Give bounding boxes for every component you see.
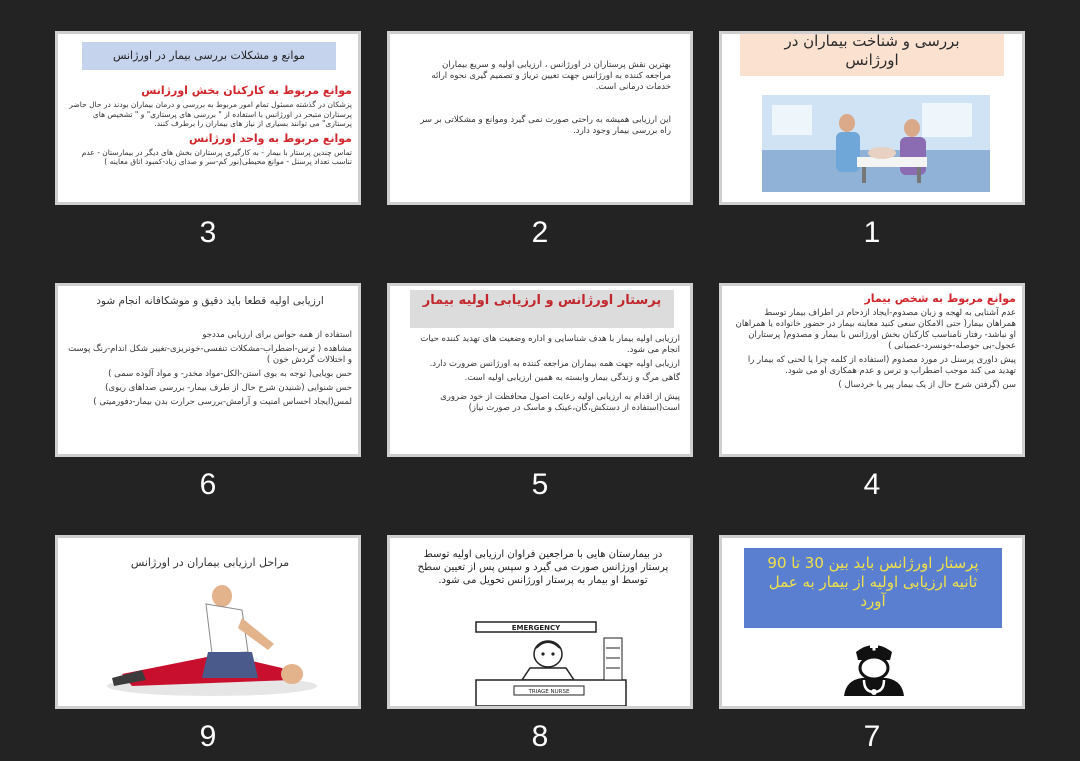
slide-5-title-box — [410, 290, 674, 328]
slide-thumbnail-8[interactable] — [387, 535, 693, 709]
slide-5-bullet-3: گاهی مرگ و زندگی بیمار وابسته به همین ارزیابی اولیه است. — [464, 373, 680, 383]
slide-6-bullet-3: حس بویایی( توجه به بوی استن-الکل-مواد مخدر- و مواد آلوده سمی ) — [108, 369, 352, 379]
slide-3-paragraph-1: پزشکان در گذشته مسئول تمام امور مربوط به بررسی و درمان بیماران بودند در حال حاضر پرستاران متبحر در اورژانس با استفاده از " بررسی های پرستاری" و " تشخیص های پرستاری" می توانند بسیاری از نیاز های بیماران را برطرف کنند. — [69, 100, 352, 128]
slide-thumbnail-7[interactable] — [719, 535, 1025, 709]
slide-number-7: 7 — [863, 720, 881, 753]
slide-thumbnail-2[interactable] — [387, 31, 693, 205]
slide-4-paragraph-3: سن (گرفتن شرح حال از یک بیمار پیر یا خردسال ) — [838, 380, 1016, 390]
slide-6-bullet-4: حس شنوایی (شنیدن شرح حال از طرف بیمار- بررسی صداهای ریوی) — [105, 383, 352, 393]
hospital-corridor-photo — [762, 95, 990, 192]
slide-number-5: 5 — [531, 468, 549, 501]
slide-7-title: پرستار اورژانس باید بین 30 تا 90 ثانیه ارزیابی اولیه از بیمار به عمل آورد — [767, 554, 979, 610]
slide-5-title: پرستار اورژانس و ارزیابی اولیه بیمار — [422, 293, 662, 308]
slide-3-paragraph-2: تماس چندین پرستار با بیمار - به کارگیری پرستاران بخش های دیگر در بیمارستان - عدم تناسب تعداد پرسنل - موانع محیطی(نور کم-سر و صدای زیاد-کمبود اتاق معاینه ) — [81, 147, 352, 166]
slide-3-heading-1: موانع مربوط به کارکنان بخش اورژانس — [141, 84, 352, 97]
slide-7-title-box — [744, 548, 1002, 628]
slide-6-bullet-1: استفاده از همه حواس برای ارزیابی مددجو — [202, 330, 352, 340]
triage-nurse-cartoon — [456, 618, 644, 708]
slide-1-title-box — [740, 31, 1004, 76]
slide-6-title: ارزیابی اولیه قطعا باید دقیق و موشکافانه انجام شود — [96, 295, 324, 307]
slide-thumbnail-4[interactable] — [719, 283, 1025, 457]
slide-5-bullet-1: ارزیابی اولیه بیمار با هدف شناسایی و اداره وضعیت های تهدید کننده حیات انجام می شود. — [420, 334, 680, 355]
slide-5-bullet-2: ارزیابی اولیه جهت همه بیماران مراجعه کننده به اورژانس ضرورت دارد. — [429, 359, 680, 369]
slide-2-paragraph-1: بهترین نقش پرستاران در اورژانس ، ارزیابی اولیه و سریع بیماران مراجعه کننده به اورژانس جهت تعیین تریاژ و تصمیم گیری نحوه ارائه خدمات درمانی است. — [431, 60, 671, 92]
slide-thumbnail-9[interactable] — [55, 535, 361, 709]
slide-4-heading: موانع مربوط به شخص بیمار — [864, 292, 1016, 305]
slide-thumbnail-3[interactable] — [55, 31, 361, 205]
slide-number-3: 3 — [199, 216, 217, 249]
slide-number-4: 4 — [863, 468, 881, 501]
slide-4-paragraph-1: عدم آشنایی به لهجه و زبان مصدوم-ایجاد ازدحام در اطراف بیمار توسط همراهان بیمار( حتی الامکان سعی کنید معاینه بیمار در حضور خانواده یا همراهان او نباشد- رفتار نامناسب کارکنان بخش اورژانس با بیمار و مصدوم( پرستاران عجول-بی حوصله-خونسرد-عصبانی ) — [735, 308, 1016, 351]
slide-number-8: 8 — [531, 720, 549, 753]
cpr-illustration — [102, 582, 322, 702]
slide-2-paragraph-2: این ارزیابی همیشه به راحتی صورت نمی گیرد وموانع و مشکلاتی بر سر راه بررسی بیمار وجود دارد. — [420, 115, 671, 136]
slide-number-1: 1 — [863, 216, 881, 249]
slide-number-6: 6 — [199, 468, 217, 501]
nurse-icon — [834, 638, 914, 698]
slide-9-title: مراحل ارزیابی بیماران در اورژانس — [130, 556, 290, 569]
slide-3-title: موانع و مشکلات بررسی بیمار در اورژانس — [112, 49, 306, 62]
slide-3-title-box — [82, 42, 336, 70]
slide-4-paragraph-2: پیش داوری پرسنل در مورد مصدوم (استفاده از کلمه چرا یا لحنی که بیمار را تهدید می کند موجب اضطراب و ترس و عدم همکاری او می شود. — [747, 355, 1016, 376]
triage-desk-sign: TRIAGE NURSE — [528, 689, 570, 695]
emergency-sign-text: EMERGENCY — [511, 624, 561, 632]
slide-number-2: 2 — [531, 216, 549, 249]
slide-thumbnail-6[interactable] — [55, 283, 361, 457]
slide-6-bullet-5: لمس(ایجاد احساس امنیت و آرامش-بررسی حرارت بدن بیمار-دفورمیتی ) — [93, 397, 352, 407]
slide-3-heading-2: موانع مربوط به واحد اورژانس — [189, 131, 352, 145]
slide-5-bullet-4: پیش از اقدام به ارزیابی اولیه رعایت اصول محافظت از خود ضروری است(استفاده از دستکش،گان،عینک و ماسک در صورت نیاز) — [440, 392, 680, 413]
slide-1-title: بررسی و شناخت بیماران در اورژانس — [784, 32, 960, 69]
slide-number-9: 9 — [199, 720, 217, 753]
slide-thumbnail-5[interactable] — [387, 283, 693, 457]
slide-thumbnail-1[interactable] — [719, 31, 1025, 205]
slide-8-title: در بیمارستان هایی با مراجعین فراوان ارزیابی اولیه توسط پرستار اورژانس صورت می گیرد و سپس پس از تعیین سطح توسط او بیمار به پرستار اورژانس تحویل می شود. — [417, 549, 669, 586]
slide-6-bullet-2: مشاهده ( ترس-اضطراب-مشکلات تنفسی-خونریزی-تغییر شکل اندام-رنگ پوست و اختلالات گردش خون ) — [68, 344, 352, 365]
